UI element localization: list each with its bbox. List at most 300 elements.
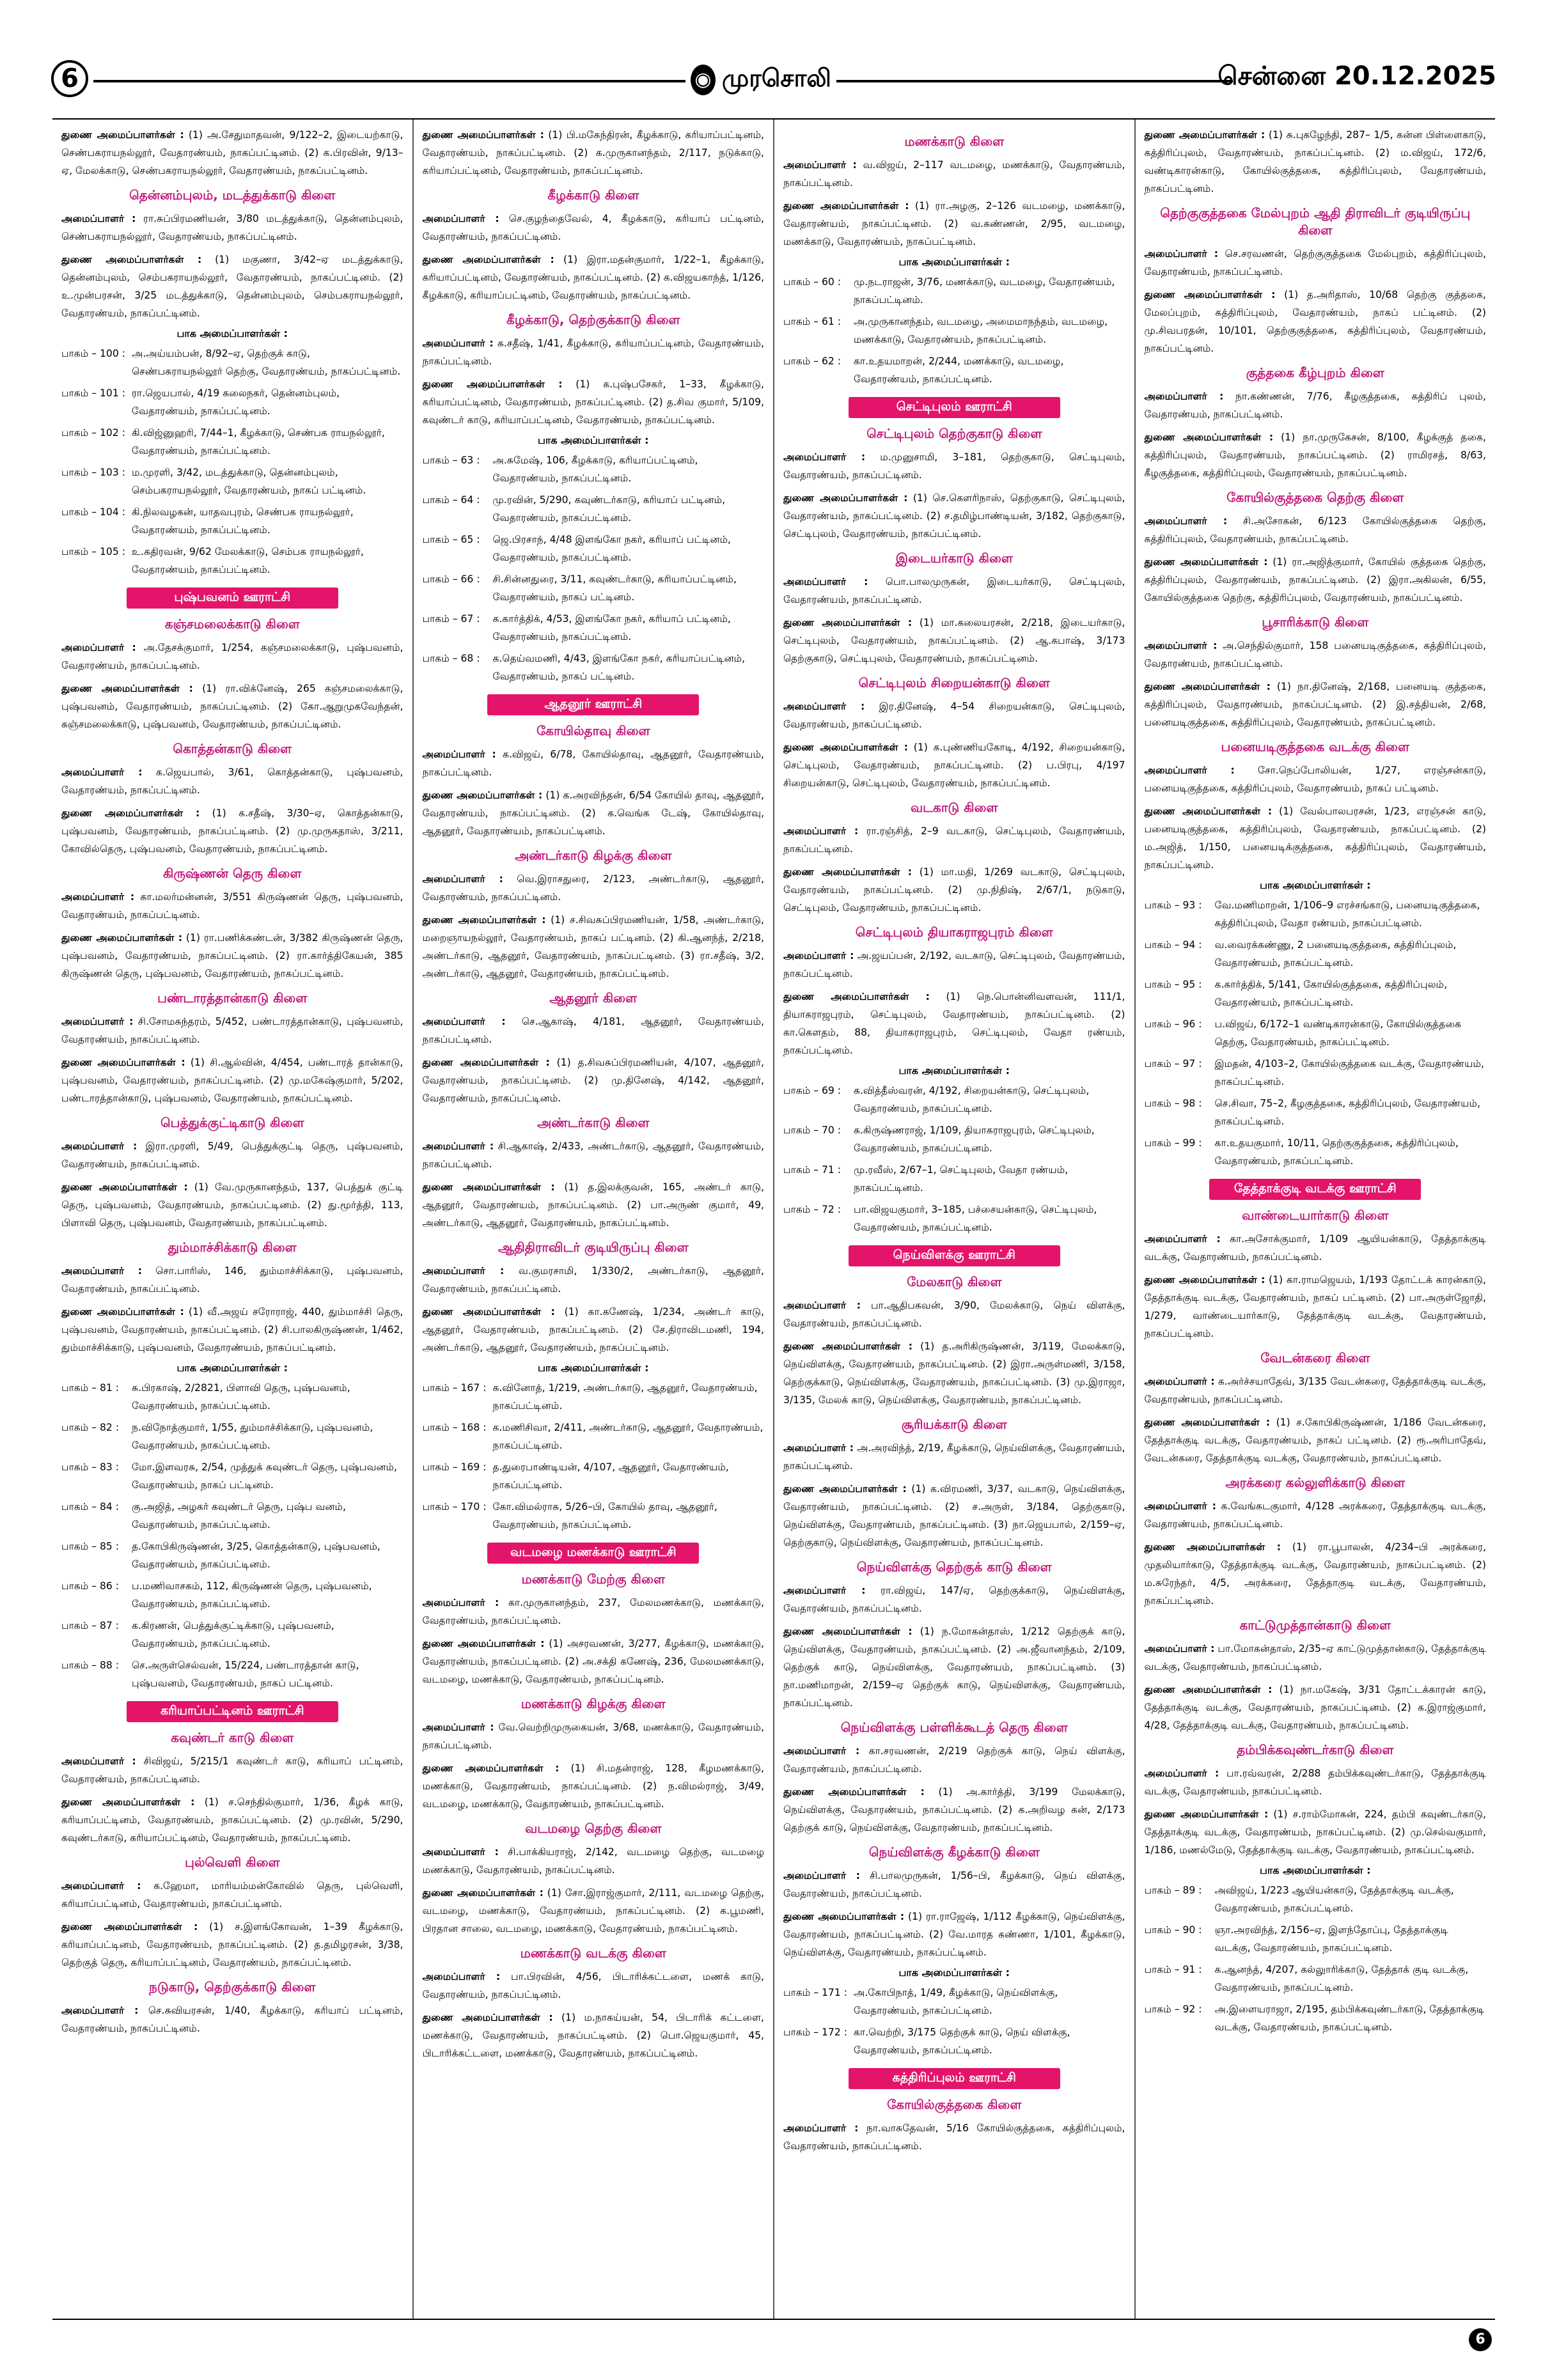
appointment-entry <box>423 786 765 840</box>
role-label: துணை அமைப்பாளர்கள் : <box>783 866 912 878</box>
booth-person: வ.வைரக்கண்ணு, 2 பனையடிகுத்தகை, கத்திரிப்புலம், வேதாரண்யம், நாகப்பட்டினம். <box>1214 939 1457 968</box>
branch-heading: வடகாடு கிளை <box>911 800 998 815</box>
role-label: துணை அமைப்பாளர்கள் : <box>783 1786 925 1798</box>
appointment-entry <box>423 334 765 370</box>
entry-text: (1) நா.மகேஷ், 3/31 தோட்டக்காரன் காடு, தேத்தாக்குடி வடக்கு, வேதாரண்யம், நாகப்பட்டினம். (2) க.இராஜ்குமார், 4/28, தேத்தாக்குடி வடக்கு, வேதாரண்யம், நாகப்பட்டினம். <box>1144 1684 1487 1731</box>
role-label: துணை அமைப்பாளர்கள் : <box>783 1341 912 1352</box>
role-label: அமைப்பாளர் : <box>61 1880 141 1892</box>
article-columns <box>52 118 1495 2320</box>
booth-entry <box>783 313 1125 348</box>
appointment-entry <box>423 2009 765 2062</box>
appointment-entry <box>61 126 403 180</box>
branch-heading: நெய்விளக்கு கீழக்காடு கிளை <box>868 1844 1040 1860</box>
booth-entry <box>1145 1961 1487 1996</box>
booth-entry <box>423 1458 765 1494</box>
booth-number: பாகம் – 70 : <box>783 1124 842 1136</box>
appointment-entry <box>1145 761 1487 797</box>
booth-person: க.ஆனந்த், 4/207, கல்லுாரிக்காடு, தேத்தாக் குடி வடக்கு, வேதாரண்யம், நாகப்பட்டினம். <box>1214 1964 1469 1993</box>
booth-entry <box>783 273 1125 309</box>
entry-text: கா.அசோக்குமார், 1/109 ஆயியன்காடு, தேத்தாக்குடி வடக்கு, வேதாரண்யம், நாகப்பட்டினம். <box>1144 1233 1486 1263</box>
entry-text: நா.கண்ணன், 7/76, கீழகுத்தகை, கத்திரிப் புலம், வேதாரண்யம், நாகப்பட்டினம். <box>1144 391 1486 420</box>
booth-person: ம.முரளி, 3/42, மடத்துக்காடு, தென்னம்புலம், செம்பகராயநல்லூர், வேதாரண்யம், நாகப் பட்டினம். <box>132 467 366 496</box>
appointment-entry <box>423 1718 765 1754</box>
booth-entry <box>783 1082 1125 1117</box>
entry-text: ரா.விஜய், 147/ஏ, தெற்குக்காடு, நெய்விளக்கு, வேதாரண்யம், நாகப்பட்டினம். <box>783 1585 1125 1614</box>
header-rule-left <box>93 80 685 82</box>
entry-text: பா.ரவ்வரன், 2/288 தம்பிக்கவுண்டர்காடு, தேத்தாக்குடி வடக்கு, வேதாரண்யம், நாகப்பட்டினம். <box>1144 1768 1486 1797</box>
branch-heading: பெத்துக்குட்டிகாடு கிளை <box>160 1115 304 1130</box>
branch-heading: அரக்கரை கல்லுளிக்காடு கிளை <box>1225 1475 1406 1490</box>
entry-text: க.விஜய், 6/78, கோயில்தாவு, ஆதனூர், வேதாரண்யம், நாகப்பட்டினம். <box>422 749 764 778</box>
booth-entry <box>61 1379 403 1415</box>
booth-entry <box>423 491 765 527</box>
entry-text: அ.அரவிந்த், 2/19, கீழக்காடு, நெய்விளக்கு, வேதாரண்யம், நாகப்பட்டினம். <box>783 1442 1125 1472</box>
appointment-entry <box>61 210 403 245</box>
role-label: அமைப்பாளர் : <box>783 825 859 837</box>
role-label: அமைப்பாளர் : <box>783 701 865 712</box>
appointment-entry <box>61 1137 403 1173</box>
role-label: அமைப்பாளர் : <box>61 2005 139 2016</box>
entry-text: சிவிஜய், 5/215/1 கவுண்டர் காடு, கரியாப் பட்டினம், வேதாரண்யம், நாகப்பட்டினம். <box>61 1755 403 1785</box>
entry-text: பா.மோகன்தாஸ், 2/35–ஏ காட்டுமுத்தான்காடு, தேத்தாக்குடி வடக்கு, வேதாரண்யம், நாகப்பட்டினம். <box>1144 1643 1487 1672</box>
entry-text: சி.பாக்கியராஜ், 2/142, வடமழை தெற்கு, வடமழை மணக்காடு, வேதாரண்யம், நாகப்பட்டினம். <box>422 1846 764 1876</box>
entry-text: செ.சுவியரசன், 1/40, கீழக்காடு, கரியாப் பட்டினம், வேதாரண்யம், நாகப்பட்டினம். <box>61 2005 403 2034</box>
entry-text: சி.சோமசுந்தரம், 5/452, பண்டாரத்தான்காடு, புஷ்பவனம், வேதாரண்யம், நாகப்பட்டினம். <box>61 1016 403 1045</box>
appointment-entry <box>1145 387 1487 423</box>
column-4 <box>1136 120 1496 2319</box>
panchayat-banner: கத்திரிப்புலம் ஊராட்சி <box>849 2068 1060 2089</box>
booth-person: ப.விஜய், 6/172–1 வண்டிகாரன்காடு, கோயில்குத்தகை தெற்கு, வேதாரண்யம், நாகப்பட்டினம். <box>1214 1018 1462 1048</box>
appointment-entry <box>423 1137 765 1173</box>
appointment-entry <box>783 614 1125 667</box>
role-label: துணை அமைப்பாளர்கள் : <box>1144 681 1271 692</box>
appointment-entry <box>783 738 1125 792</box>
appointment-entry <box>61 1918 403 1972</box>
entry-text: (1) ரா.அஜித்குமார், கோயில் குத்தகை தெற்கு, கத்திரிப்புலம், வேதாரண்யம், நாகப்பட்டினம். (2) இரா.அகிலன், 6/55, கோயில்குத்தகை தெற்கு, கத்திரிப்புலம், வேதாரண்யம், நாகப்பட்டினம். <box>1144 556 1486 603</box>
booth-person: அ.கோபிநாத், 1/49, கீழக்காடு, நெய்விளக்கு, வேதாரண்யம், நாகப்பட்டினம். <box>854 1987 1058 2016</box>
role-label: துணை அமைப்பாளர்கள் : <box>1144 556 1268 568</box>
booth-person: கா.வெற்றி, 3/175 தெற்குக் காடு, நெய் விளக்கு, வேதாரண்யம், நாகப்பட்டினம். <box>854 2026 1070 2056</box>
appointment-entry <box>423 126 765 180</box>
appointment-entry <box>61 804 403 858</box>
branch-heading: பூசாரிக்காடு கிளை <box>1262 614 1369 630</box>
appointment-entry <box>1145 1805 1487 1859</box>
newspaper-name: முரசொலி <box>722 64 831 92</box>
booth-organizers-title: பாக அமைப்பாளர்கள் : <box>898 256 1010 268</box>
entry-text: பொ.பாலமுருகன், இடையர்காடு, செட்டிபுலம், வேதாரண்யம், நாகப்பட்டினம். <box>783 576 1125 605</box>
role-label: அமைப்பாளர் : <box>61 766 143 778</box>
booth-person: மோ.இளவரசு, 2/54, முத்துக் கவுண்டர் தெரு, புஷ்பவனம், வேதாரண்யம், நாகப் பட்டினம். <box>132 1461 398 1491</box>
panchayat-banner: தேத்தாக்குடி வடக்கு ஊராட்சி <box>1209 1179 1421 1200</box>
entry-text: (1) மகுணா, 3/42–ஏ மடத்துக்காடு, தென்னம்புலம், செம்பகராயநல்லூர், வேதாரண்யம், நாகப்பட்டினம். (2) உ.முன்பரசன், 3/25 மடத்துக்காடு, தென்னம்புலம், செம்பகராயநல்லூர், வேதாரண்யம், நாகப்பட்டினம். <box>61 254 403 319</box>
booth-entry <box>61 384 403 420</box>
appointment-entry <box>783 1582 1125 1617</box>
entry-text: (1) ரா.விக்னேஷ், 265 கஞ்சமலைக்காடு, புஷ்பவனம், வேதாரண்யம், நாகப்பட்டினம். (2) கோ.ஆறுமுகவேந்தன், கஞ்சமலைக்காடு, புஷ்பவனம், வேதாரண்யம், நாகப்பட்டினம். <box>61 683 403 730</box>
appointment-entry <box>423 1178 765 1232</box>
booth-number: பாகம் – 69 : <box>783 1085 842 1096</box>
booth-entry <box>1145 1015 1487 1051</box>
role-label: அமைப்பாளர் : <box>783 451 866 463</box>
appointment-entry <box>1145 1373 1487 1408</box>
booth-number: பாகம் – 95 : <box>1144 979 1202 990</box>
booth-number: பாகம் – 92 : <box>1144 2003 1202 2015</box>
role-label: அமைப்பாளர் : <box>1144 640 1218 651</box>
booth-person: க.கார்த்திக், 4/53, இளங்கோ நகர், கரியாப் பட்டினம், வேதாரண்யம், நாகப்பட்டினம். <box>492 613 731 642</box>
column-1 <box>52 120 414 2319</box>
appointment-entry <box>61 1793 403 1847</box>
appointment-entry <box>1145 1640 1487 1676</box>
role-label: துணை அமைப்பாளர்கள் : <box>61 254 202 265</box>
entry-text: (1) நா.முருகேசன், 8/100, கீழக்குத் தகை, கத்திரிப்புலம், வேதாரண்யம், நாகப்பட்டினம். (2) ராமிரசத், 8/63, கீழகுத்தகை, கத்திரிப்புலம், வேதாரண்யம், நாகப்பட்டினம். <box>1144 432 1487 479</box>
role-label: துணை அமைப்பாளர்கள் : <box>422 254 554 265</box>
entry-text: (1) த.இலக்குவன், 165, அண்டர் காடு, ஆதனூர், வேதாரண்யம், நாகப்பட்டினம். (2) பா.அருண் குமார், 49, அண்டர்காடு, ஆதனூர், வேதாரண்யம், நாகப்பட்டினம். <box>422 1181 764 1229</box>
booth-person: செ.அருள்செல்வன், 15/224, பண்டாரத்தான் காடு, புஷ்பவனம், வேதாரண்யம், நாகப் பட்டினம். <box>132 1660 359 1689</box>
booth-entry <box>1145 1881 1487 1917</box>
booth-entry <box>1145 976 1487 1011</box>
booth-entry <box>61 345 403 380</box>
role-label: துணை அமைப்பாளர்கள் : <box>61 129 184 141</box>
role-label: துணை அமைப்பாளர்கள் : <box>1144 1808 1269 1820</box>
booth-person: கா.உதயமாறன், 2/244, மணக்காடு, வடமழை, வேதாரண்யம், நாகப்பட்டினம். <box>854 355 1064 385</box>
appointment-entry <box>423 1968 765 2003</box>
branch-heading: வடமழை தெற்கு கிளை <box>525 1821 662 1836</box>
booth-organizers-title: பாக அமைப்பாளர்கள் : <box>898 1064 1010 1077</box>
role-label: துணை அமைப்பாளர்கள் : <box>783 991 930 1002</box>
entry-text: (1) அசரவணன், 3/277, கீழக்காடு, மணக்காடு, வேதாரண்யம், நாகப்பட்டினம். (2) அ.சக்தி கணேஷ், 236, மேலமணக்காடு, வடமழை, மணக்காடு, வேதாரண்யம், நாகப்பட்டினம். <box>422 1638 764 1685</box>
branch-heading: கவுண்டர் காடு கிளை <box>171 1730 294 1745</box>
entry-text: (1) அ.சேதுமாதவன், 9/122–2, இடையற்காடு, செண்பகராயநல்லூர், வேதாரண்யம், நாகப்பட்டினம். (2) க.பிரவின், 9/13–ஏ, மேலக்காடு, செண்பகராயநல்லூர், வேதாரண்யம், நாகப்பட்டினம். <box>61 129 403 176</box>
role-label: அமைப்பாளர் : <box>783 1442 854 1454</box>
branch-heading: தென்னம்புலம், மடத்துக்காடு கிளை <box>129 187 336 203</box>
role-label: அமைப்பாளர் : <box>422 1265 505 1277</box>
appointment-entry <box>423 210 765 245</box>
booth-organizers-title: பாக அமைப்பாளர்கள் : <box>538 434 649 446</box>
role-label: துணை அமைப்பாளர்கள் : <box>783 200 909 212</box>
role-label: துணை அமைப்பாளர்கள் : <box>1144 1417 1271 1428</box>
booth-entry <box>61 424 403 460</box>
role-label: துணை அமைப்பாளர்கள் : <box>422 1887 544 1899</box>
booth-number: பாகம் – 99 : <box>1144 1137 1202 1149</box>
branch-heading: ஆதிதிராவிடர் குடியிருப்பு கிளை <box>497 1240 689 1255</box>
booth-person: த.கோபிகிருஷ்ணன், 3/25, கொத்தன்காடு, புஷ்பவனம், வேதாரண்யம், நாகப்பட்டினம். <box>132 1541 380 1570</box>
role-label: துணை அமைப்பாளர்கள் : <box>61 1796 195 1808</box>
booth-person: க.தெய்வமணி, 4/43, இளங்கோ நகர், கரியாப்பட்டினம், வேதாரண்யம், நாகப் பட்டினம். <box>492 653 746 682</box>
role-label: துணை அமைப்பாளர்கள் : <box>61 1306 184 1318</box>
booth-person: அ.இளையராஜா, 2/195, தம்பிக்கவுண்டர்காடு, தேத்தாக்குடி வடக்கு, வேதாரண்யம், நாகப்பட்டினம். <box>1214 2003 1485 2033</box>
role-label: அமைப்பாளர் : <box>1144 391 1224 402</box>
entry-text: வெ.இராசதுரை, 2/123, அண்டர்காடு, ஆதனூர், வேதாரண்யம், நாகப்பட்டினம். <box>422 873 764 903</box>
branch-heading: கோயில்குத்தகை தெற்கு கிளை <box>1226 490 1404 505</box>
role-label: அமைப்பாளர் : <box>422 1016 506 1027</box>
appointment-entry <box>1145 678 1487 731</box>
booth-number: பாகம் – 63 : <box>422 455 480 466</box>
role-label: அமைப்பாளர் : <box>422 1722 494 1733</box>
booth-organizers-title: பாக அமைப்பாளர்கள் : <box>898 1966 1010 1979</box>
appointment-entry <box>423 1635 765 1688</box>
appointment-entry <box>783 156 1125 192</box>
role-label: அமைப்பாளர் : <box>61 642 136 653</box>
booth-number: பாகம் – 100 : <box>61 348 125 359</box>
appointment-entry <box>783 1296 1125 1332</box>
appointment-entry <box>423 911 765 983</box>
booth-number: பாகம் – 87 : <box>61 1620 120 1631</box>
appointment-entry <box>423 1013 765 1048</box>
entry-text: அ.செந்தில்குமார், 158 பனையடிகுத்தகை, கத்திரிப்புலம், வேதாரண்யம், நாகப்பட்டினம். <box>1144 640 1486 669</box>
appointment-entry <box>423 870 765 906</box>
role-label: அமைப்பாளர் : <box>61 213 136 224</box>
booth-entry <box>61 1617 403 1653</box>
booth-person: மு.நடராஜன், 3/76, மணக்காடு, வடமழை, வேதாரண்யம், நாகப்பட்டினம். <box>854 276 1115 306</box>
booth-person: வே.மணிமாறன், 1/106–9 எரச்சங்காடு, பனையடிகுத்தகை, கத்திரிப்புலம், வேதா ரண்யம், நாகப்பட்டினம். <box>1214 899 1480 929</box>
entry-text: (1) சு.புகழேந்தி, 287– 1/5, கன்ன பிள்ளைகாடு, கத்திரிப்புலம், வேதாரண்யம், நாகப்பட்டினம். (2) ம.விஜய், 172/6, வண்டிகாரன்காடு, கோயில்குத்தகை, கத்திரிப்புலம், வேதாரண்யம், நாகப்பட்டினம். <box>1144 129 1486 194</box>
panchayat-banner: புஷ்பவனம் ஊராட்சி <box>127 587 338 609</box>
booth-number: பாகம் – 167 : <box>422 1382 487 1394</box>
role-label: அமைப்பாளர் : <box>1144 248 1218 260</box>
branch-heading: கோயில்தாவு கிளை <box>536 723 650 738</box>
entry-text: (1) நெ.பொன்னிவளவன், 111/1, தியாகராஜபுரம், செட்டிபுலம், வேதாரண்யம், நாகப்பட்டினம். (2) கா.கௌதம், 88, தியாகராஜபுரம், செட்டிபுலம், வேதா ரண்யம், நாகப்பட்டினம். <box>783 991 1125 1056</box>
booth-entry <box>783 1161 1125 1197</box>
booth-entry <box>423 531 765 566</box>
entry-text: வே.வெற்றிமுருகையன், 3/68, மணக்காடு, வேதாரண்யம், நாகப்பட்டினம். <box>422 1722 764 1751</box>
entry-text: (1) க.சதீஷ், 3/30–ஏ, கொத்தன்காடு, புஷ்பவனம், வேதாரண்யம், நாகப்பட்டினம். (2) மு.முருகதாஸ், 3/211, கோவில்தெரு, புஷ்பவனம், வேதாரண்யம், நாகப்பட்டினம். <box>61 807 403 855</box>
role-label: துணை அமைப்பாளர்கள் : <box>422 789 543 801</box>
appointment-entry <box>1145 286 1487 357</box>
entry-text: இர.தினேஷ், 4–54 சிறையன்காடு, செட்டிபுலம், வேதாரண்யம், நாகப்பட்டினம். <box>783 701 1125 730</box>
appointment-entry <box>423 1884 765 1938</box>
role-label: துணை அமைப்பாளர்கள் : <box>61 1181 188 1193</box>
entry-text: க.ஹேமா, மாரியம்மன்கோவில் தெரு, புல்வெளி, கரியாப்பட்டினம், வேதாரண்யம், நாகப்பட்டினம். <box>61 1880 403 1909</box>
booth-organizers-title: பாக அமைப்பாளர்கள் : <box>176 1362 288 1374</box>
booth-number: பாகம் – 94 : <box>1144 939 1202 951</box>
role-label: அமைப்பாளர் : <box>61 1016 134 1027</box>
appointment-entry <box>61 1054 403 1107</box>
entry-text: (1) சி.ஆல்வின், 4/454, பண்டாரத் தான்காடு, புஷ்பவனம், வேதாரண்யம், நாகப்பட்டினம். (2) மு.மகேஷ்குமார், 5/202, பண்டாரத்தான்காடு, புஷ்பவனம், வேதாரண்யம், நாகப்பட்டினம். <box>61 1057 403 1104</box>
appointment-entry <box>423 251 765 304</box>
appointment-entry <box>423 745 765 781</box>
role-label: அமைப்பாளர் : <box>783 2122 859 2134</box>
role-label: அமைப்பாளர் : <box>783 1870 860 1881</box>
booth-person: அ.அய்யம்பன், 8/92–ஏ, தெற்குக் காடு, செண்பகராயநல்லூர் தெற்கு, வேதாரண்யம், நாகப்பட்டினம். <box>132 348 401 377</box>
entry-text: செ.குழந்தைவேல், 4, கீழக்காடு, கரியாப் பட்டினம், வேதாரண்யம், நாகப்பட்டினம். <box>422 213 764 242</box>
branch-heading: மணக்காடு கிழக்கு கிளை <box>521 1696 666 1711</box>
branch-heading: மணக்காடு கிளை <box>904 134 1005 149</box>
branch-heading: கீழக்காடு கிளை <box>547 187 639 203</box>
entry-text: (1) த.சிவசுப்பிரமணியன், 4/107, ஆதனூர், வேதாரண்யம், நாகப்பட்டினம். (2) மு.தினேஷ், 4/142, ஆதனூர், வேதாரண்யம், நாகப்பட்டினம். <box>422 1057 764 1104</box>
booth-entry <box>61 1458 403 1494</box>
appointment-entry <box>1145 1230 1487 1266</box>
booth-number: பாகம் – 60 : <box>783 276 842 288</box>
booth-person: கி.விஜ்னுஹரி, 7/44–1, கீழக்காடு, செண்பக ராயநல்லூர், வேதாரண்யம், நாகப்பட்டினம். <box>132 427 385 456</box>
branch-heading: நடுகாடு, தெற்குக்காடு கிளை <box>149 1979 316 1995</box>
entry-text: கா.சரவணன், 2/219 தெற்குக் காடு, நெய் விளக்கு, வேதாரண்யம், நாகப்பட்டினம். <box>783 1745 1125 1775</box>
panchayat-banner: கரியாப்பட்டினம் ஊராட்சி <box>127 1701 338 1722</box>
entry-text: (1) ந.மோகன்தாஸ், 1/212 தெற்குக் காடு, நெய்விளக்கு, வேதாரண்யம், நாகப்பட்டினம். (2) அ.ஜீவானந்தம், 2/109, தெற்குக் காடு, நெய்விளக்கு, வேதாரண்யம், நாகப்பட்டினம். (3) நா.மணிமாறன், 2/159–ஏ தெற்குக் காடு, நெய்விளக்கு, வேதாரண்யம், நாகப்பட்டினம். <box>783 1626 1125 1709</box>
branch-heading: கொத்தன்காடு கிளை <box>173 741 292 756</box>
appointment-entry <box>1145 553 1487 607</box>
entry-text: கா.முருகானந்தம், 237, மேலமணக்காடு, மணக்காடு, வேதாரண்யம், நாகப்பட்டினம். <box>422 1597 764 1626</box>
entry-text: சி.ஆகாஷ், 2/433, அண்டர்காடு, ஆதனூர், வேதாரண்யம், நாகப்பட்டினம். <box>422 1140 764 1170</box>
booth-number: பாகம் – 168 : <box>422 1422 487 1433</box>
entry-text: க.ஜெயபால், 3/61, கொத்தன்காடு, புஷ்பவனம், வேதாரண்யம், நாகப்பட்டினம். <box>61 766 403 796</box>
booth-number: பாகம் – 66 : <box>422 573 480 585</box>
entry-text: சி.பாலமுருகன், 1/56–பி, கீழக்காடு, நெய் விளக்கு, வேதாரண்யம், நாகப்பட்டினம். <box>783 1870 1125 1899</box>
role-label: துணை அமைப்பாளர்கள் : <box>783 742 909 753</box>
role-label: துணை அமைப்பாளர்கள் : <box>1144 289 1276 300</box>
booth-number: பாகம் – 105 : <box>61 546 125 557</box>
branch-heading: நெய்விளக்கு தெற்குக் காடு கிளை <box>856 1559 1052 1575</box>
appointment-entry <box>1145 1497 1487 1533</box>
logo-emblem-icon: ◉ <box>691 65 716 95</box>
entry-text: செ.சரவணன், தெற்குகுத்தகை மேல்புறம், கத்திரிப்புலம், வேதாரண்யம், நாகப்பட்டினம். <box>1144 248 1486 277</box>
appointment-entry <box>61 1178 403 1232</box>
role-label: துணை அமைப்பாளர்கள் : <box>61 807 200 819</box>
branch-heading: கிருஷ்ணன் தெரு கிளை <box>162 866 302 881</box>
booth-entry <box>783 1201 1125 1236</box>
entry-text: (1) க.அரவிந்தன், 6/54 கோயில் தாவு, ஆதனூர், வேதாரண்யம், நாகப்பட்டினம். (2) க.வெங்க டேஷ், கோயில்தாவு, ஆதனூர், வேதாரண்யம், நாகப்பட்டினம். <box>422 789 765 837</box>
booth-number: பாகம் – 67 : <box>422 613 480 625</box>
appointment-entry <box>61 251 403 322</box>
appointment-entry <box>783 1742 1125 1778</box>
appointment-entry <box>783 1439 1125 1475</box>
footer-page-number: 6 <box>1469 2328 1492 2351</box>
branch-heading: தும்மாச்சிக்காடு கிளை <box>168 1240 297 1255</box>
role-label: அமைப்பாளர் : <box>422 1971 501 1982</box>
role-label: அமைப்பாளர் : <box>783 159 857 171</box>
booth-number: பாகம் – 71 : <box>783 1164 842 1176</box>
appointment-entry <box>783 2119 1125 2155</box>
role-label: அமைப்பாளர் : <box>1144 765 1235 776</box>
entry-text: (1) இரா.மதன்குமார், 1/22–1, கீழக்காடு, கரியாப்பட்டினம், வேதாரண்யம், நாகப்பட்டினம். (2) க.விஜயகாந்த், 1/126, கீழக்காடு, கரியாப்பட்டினம், வேதாரண்யம், நாகப்பட்டினம். <box>422 254 764 301</box>
entry-text: கா.மலர்மன்னன், 3/551 கிருஷ்ணன் தெரு, புஷ்பவனம், வேதாரண்யம், நாகப்பட்டினம். <box>61 891 403 921</box>
entry-text: (1) த.அரிகிருஷ்ணன், 3/119, மேலக்காடு, நெய்விளக்கு, வேதாரண்யம், நாகப்பட்டினம். (2) இரா.அருள்மணி, 3/158, தெற்குக்காடு, நெய்விளக்கு, வேதாரண்யம், நாகப்பட்டினம். (3) மு.இராஜா, 3/135, மேலக் காடு, நெய்விளக்கு, வேதாரண்யம், நாகப்பட்டினம். <box>783 1341 1125 1406</box>
booth-number: பாகம் – 170 : <box>422 1501 487 1513</box>
role-label: அமைப்பாளர் : <box>422 749 496 760</box>
role-label: துணை அமைப்பாளர்கள் : <box>422 1762 560 1774</box>
role-label: துணை அமைப்பாளர்கள் : <box>61 1921 198 1933</box>
booth-person: மு.ரவின், 5/290, கவுண்டர்காடு, கரியாப் பட்டினம், வேதாரண்யம், நாகப்பட்டினம். <box>492 494 726 524</box>
branch-heading: காட்டுமுத்தான்காடு கிளை <box>1239 1617 1391 1633</box>
role-label: அமைப்பாளர் : <box>1144 1500 1216 1512</box>
booth-entry <box>423 610 765 646</box>
entry-text: (1) ச.சிவசுப்பிரமணியன், 1/58, அண்டர்காடு, மறைஞாயநல்லூர், வேதாரண்யம், நாகப் பட்டினம். (2) கி.ஆனந்த், 2/218, அண்டர்காடு, ஆதனூர், வேதாரண்யம், நாகப்பட்டினம். (3) ரா.சதீஷ், 3/2, அண்டர்காடு, ஆதனூர், வேதாரண்யம், நாகப்பட்டினம். <box>422 914 765 979</box>
role-label: துணை அமைப்பாளர்கள் : <box>422 129 544 141</box>
branch-heading: கோயில்குத்தகை கிளை <box>887 2097 1022 2112</box>
appointment-entry <box>61 888 403 924</box>
booth-number: பாகம் – 102 : <box>61 427 125 439</box>
role-label: துணை அமைப்பாளர்கள் : <box>1144 129 1265 141</box>
role-label: துணை அமைப்பாளர்கள் : <box>783 1626 912 1637</box>
booth-entry <box>61 1537 403 1573</box>
role-label: அமைப்பாளர் : <box>422 873 503 885</box>
role-label: அமைப்பாளர் : <box>783 576 868 587</box>
branch-heading: வேடன்கரை கிளை <box>1260 1350 1370 1365</box>
branch-heading: தம்பிக்கவுண்டர்காடு கிளை <box>1237 1742 1394 1757</box>
role-label: துணை அமைப்பாளர்கள் : <box>422 914 546 926</box>
booth-number: பாகம் – 81 : <box>61 1382 120 1394</box>
booth-entry <box>423 1379 765 1415</box>
entry-text: (1) நா.தினேஷ், 2/168, பனையடி குத்தகை, கத்திரிப்புலம், வேதாரண்யம், நாகப்பட்டினம். (2) இ.சத்தியன், 2/68, பனையடிகுத்தகை, கத்திரிப்புலம், வேதாரண்யம், நாகப்பட்டினம். <box>1144 681 1486 728</box>
entry-text: (1) ரா.ராஜேஷ், 1/112 கீழக்காடு, நெய்விளக்கு, வேதாரண்யம், நாகப்பட்டினம். (2) வே.மாரத கண்ணா, 1/101, கீழக்காடு, நெய்விளக்கு, வேதாரண்யம், நாகப்பட்டினம். <box>783 1911 1125 1958</box>
booth-number: பாகம் – 84 : <box>61 1501 120 1513</box>
booth-number: பாகம் – 62 : <box>783 355 842 367</box>
role-label: துணை அமைப்பாளர்கள் : <box>61 1057 185 1068</box>
masthead <box>51 59 1496 101</box>
booth-entry <box>61 1656 403 1692</box>
entry-text: சோ.நெப்போலியன், 1/27, எரஞ்சன்காடு, பனையடிகுத்தகை, கத்திரிப்புலம், வேதாரண்யம், நாகப் பட்டினம். <box>1144 765 1487 794</box>
booth-entry <box>61 503 403 539</box>
appointment-entry <box>1145 512 1487 548</box>
role-label: துணை அமைப்பாளர்கள் : <box>1144 1684 1273 1695</box>
booth-entry <box>61 1498 403 1534</box>
appointment-entry <box>783 1622 1125 1712</box>
booth-person: க.கார்த்திக், 5/141, கோயில்குத்தகை, கத்திரிப்புலம், வேதாரண்யம், நாகப்பட்டினம். <box>1214 979 1448 1008</box>
booth-entry <box>1145 896 1487 932</box>
booth-number: பாகம் – 85 : <box>61 1541 120 1552</box>
entry-text: (1) க.புண்ணியகோடி, 4/192, சிறையன்காடு, செட்டிபுலம், வேதாரண்யம், நாகப்பட்டினம். (2) ப.பிரபு, 4/197 சிறையன்காடு, செட்டிபுலம், வேதாரண்யம், நாகப்பட்டினம். <box>783 742 1125 789</box>
booth-person: க.மணிசிவா, 2/411, அண்டர்காடு, ஆதனூர், வேதாரண்யம், நாகப்பட்டினம். <box>492 1422 764 1451</box>
appointment-entry <box>423 1594 765 1629</box>
entry-text: (1) ச.இளங்கோவன், 1–39 கீழக்காடு, கரியாப்பட்டினம், வேதாரண்யம், நாகப்பட்டினம். (2) த.தமிழரசன், 3/38, தெற்குத் தெரு, கரியாப்பட்டினம், வேதாரண்யம், நாகப்பட்டினம். <box>61 1921 403 1968</box>
role-label: அமைப்பாளர் : <box>783 1745 860 1757</box>
panchayat-banner: செட்டிபுலம் ஊராட்சி <box>849 397 1060 418</box>
entry-text: (1) அ.கார்த்தி, 3/199 மேலக்காடு, நெய்விளக்கு, வேதாரண்யம், நாகப்பட்டினம். (2) க.அறிவழ கன், 2/173 தெற்குக் காடு, நெய்விளக்கு, வேதாரண்யம், நாகப்பட்டினம். <box>783 1786 1125 1833</box>
booth-entry <box>423 1419 765 1454</box>
entry-text: சி.அசோகன், 6/123 கோயில்குத்தகை தெற்கு, கத்திரிப்புலம், வேதாரண்யம், நாகப்பட்டினம். <box>1144 515 1486 545</box>
appointment-entry <box>783 947 1125 983</box>
role-label: துணை அமைப்பாளர்கள் : <box>422 378 563 390</box>
entry-text: (1) ச.செந்தில்குமார், 1/36, கீழக் காடு, கரியாப்பட்டினம், வேதாரண்யம், நாகப்பட்டினம். (2) மு.ரவின், 5/290, கவுண்டர்காடு, கரியாப்பட்டினம், வேதாரண்யம், நாகப்பட்டினம். <box>61 1796 403 1844</box>
booth-entry <box>423 570 765 606</box>
role-label: அமைப்பாளர் : <box>1144 1376 1215 1387</box>
entry-text: ரா.சுப்பிரமணியன், 3/80 மடத்துக்காடு, தென்னம்புலம், செண்பகராயநல்லூர், வேதாரண்யம், நாகப்பட்டினம். <box>61 213 403 242</box>
column-2 <box>414 120 775 2319</box>
role-label: அமைப்பாளர் : <box>1144 1233 1221 1245</box>
entry-text: வ.விஜய், 2–117 வடமழை, மணக்காடு, வேதாரண்யம், நாகப்பட்டினம். <box>783 159 1125 189</box>
entry-text: (1) மா.கலையரசன், 2/218, இடையர்காடு, செட்டிபுலம், வேதாரண்யம், நாகப்பட்டினம். (2) ஆ.கபாஷ், 3/173 தெற்குகாடு, செட்டிபுலம், வேதாரண்யம், நாகப்பட்டினம். <box>783 617 1125 664</box>
role-label: அமைப்பாளர் : <box>61 1140 137 1152</box>
booth-person: கி.நிலவழகன், யாதவபுரம், செண்பக ராயநல்லூர், வேதாரண்யம், நாகப்பட்டினம். <box>132 506 354 536</box>
column-3 <box>774 120 1136 2319</box>
role-label: அமைப்பாளர் : <box>422 1140 494 1152</box>
booth-person: கு.அஜித், அழகர் கவுண்டர் தெரு, புஷ்ப வனம், வேதாரண்யம், நாகப்பட்டினம். <box>132 1501 347 1530</box>
role-label: அமைப்பாளர் : <box>422 1846 499 1858</box>
branch-heading: கீழக்காடு, தெற்குக்காடு கிளை <box>506 312 680 327</box>
booth-number: பாகம் – 172 : <box>783 2026 847 2038</box>
booth-number: பாகம் – 97 : <box>1144 1058 1202 1069</box>
entry-text: (1) ரா.பணிக்கண்டன், 3/382 கிருஷ்ணன் தெரு, புஷ்பவனம், வேதாரண்யம், நாகப்பட்டினம். (2) ரா.கார்த்திகேயன், 385 கிருஷ்ணன் தெரு, புஷ்பவனம், வேதாரண்யம், நாகப்பட்டினம். <box>61 932 403 979</box>
appointment-entry <box>61 1262 403 1298</box>
role-label: அமைப்பாளர் : <box>783 1300 861 1311</box>
entry-text: சொ.பாரிஸ், 146, தும்மாச்சிக்காடு, புஷ்பவனம், வேதாரண்யம், நாகப்பட்டினம். <box>61 1265 403 1295</box>
entry-text: வ.குமரசாமி, 1/330/2, அண்டர்காடு, ஆதனூர், வேதாரண்யம், நாகப்பட்டினம். <box>422 1265 764 1295</box>
booth-number: பாகம் – 65 : <box>422 534 480 545</box>
branch-heading: வாண்டையார்காடு கிளை <box>1242 1208 1389 1223</box>
booth-person: க.வினோத், 1/219, அண்டர்காடு, ஆதனூர், வேதாரண்யம், நாகப்பட்டினம். <box>492 1382 758 1412</box>
entry-text: பா.ஆதிபகவன், 3/90, மேலக்காடு, நெய் விளக்கு, வேதாரண்யம், நாகப்பட்டினம். <box>783 1300 1125 1329</box>
booth-person: கா.உதயகுமார், 10/11, தெற்குகுத்தகை, கத்திரிப்புலம், வேதாரண்யம், நாகப்பட்டினம். <box>1214 1137 1459 1167</box>
role-label: அமைப்பாளர் : <box>783 1585 866 1596</box>
appointment-entry <box>61 1877 403 1913</box>
booth-person: த.துரைபாண்டியன், 4/107, ஆதனூர், வேதாரண்யம், நாகப்பட்டினம். <box>492 1461 729 1491</box>
booth-person: இமதன், 4/103–2, கோயில்குத்தகை வடக்கு, வேதாரண்யம், நாகப்பட்டினம். <box>1214 1058 1484 1087</box>
entry-text: (1) சோ.இராஜ்குமார், 2/111, வடமழை தெற்கு, வடமழை, மணக்காடு, வேதாரண்யம், நாகப்பட்டினம். (2) க.பூமணி, பிரதான சாலை, வடமழை, மணக்காடு, வேதாரண்யம், நாகப்பட்டினம். <box>422 1887 764 1934</box>
entry-text: நா.வாசுதேவன், 5/16 கோயில்குத்தகை, கத்திரிப்புலம், வேதாரண்யம், நாகப்பட்டினம். <box>783 2122 1125 2152</box>
booth-number: பாகம் – 68 : <box>422 653 480 664</box>
entry-text: (1) செ.கௌரிநாஸ், தெற்குகாடு, செட்டிபுலம், வேதாரண்யம், நாகப்பட்டினம். (2) ச.தமிழ்பாண்டியன், 3/182, தெற்குகாடு, செட்டிபுலம், வேதாரண்யம், நாகப்பட்டினம். <box>783 492 1125 540</box>
role-label: துணை அமைப்பாளர்கள் : <box>1144 805 1273 817</box>
panchayat-banner: ஆதனூர் ஊராட்சி <box>487 694 699 715</box>
appointment-entry <box>1145 126 1487 198</box>
